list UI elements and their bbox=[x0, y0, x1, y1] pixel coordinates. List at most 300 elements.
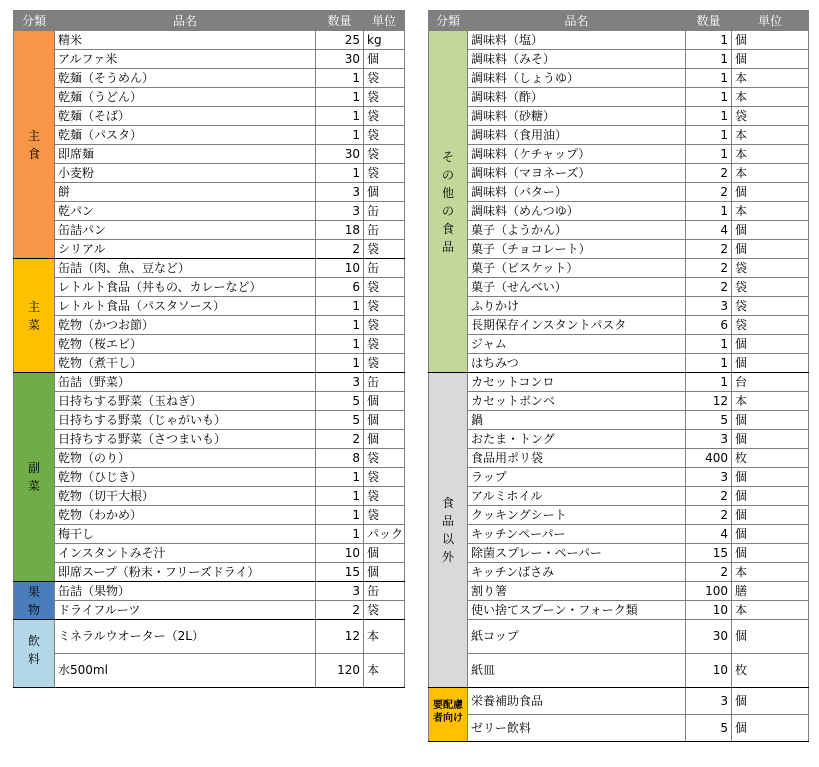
item-name: 乾物（わかめ） bbox=[55, 506, 316, 525]
category-cell bbox=[429, 373, 468, 688]
table-row bbox=[14, 278, 405, 297]
item-unit: 缶 bbox=[364, 582, 405, 601]
item-unit: 個 bbox=[364, 544, 405, 563]
item-unit: 個 bbox=[732, 50, 809, 69]
table-row bbox=[429, 259, 809, 278]
table-row bbox=[429, 278, 809, 297]
item-unit: 個 bbox=[732, 221, 809, 240]
table-row bbox=[429, 50, 809, 69]
header-qty: 数量 bbox=[316, 11, 364, 31]
item-qty: 1 bbox=[686, 335, 732, 354]
item-name: 調味料（食用油） bbox=[468, 126, 686, 145]
item-name: カセットボンベ bbox=[468, 392, 686, 411]
header-row bbox=[429, 11, 809, 31]
table-row bbox=[14, 107, 405, 126]
category-label: その他の食品 bbox=[441, 149, 454, 254]
item-unit: 個 bbox=[364, 430, 405, 449]
item-name: 缶詰パン bbox=[55, 221, 316, 240]
item-name: 乾麺（そうめん） bbox=[55, 69, 316, 88]
item-unit: 袋 bbox=[364, 278, 405, 297]
item-qty: 10 bbox=[686, 654, 732, 688]
item-qty: 5 bbox=[686, 411, 732, 430]
item-unit: 本 bbox=[364, 620, 405, 654]
item-qty: 1 bbox=[316, 164, 364, 183]
item-name: 乾麺（そば） bbox=[55, 107, 316, 126]
item-unit: 個 bbox=[732, 354, 809, 373]
category-cell bbox=[14, 373, 55, 582]
item-name: ミネラルウオーター（2L） bbox=[55, 620, 316, 654]
category-cell bbox=[14, 259, 55, 373]
item-unit: 本 bbox=[732, 126, 809, 145]
item-unit: kg bbox=[364, 31, 405, 50]
category-cell bbox=[429, 688, 468, 742]
table-row bbox=[14, 449, 405, 468]
item-name: 調味料（塩） bbox=[468, 31, 686, 50]
item-unit: 本 bbox=[364, 654, 405, 688]
item-unit: 台 bbox=[732, 373, 809, 392]
item-qty: 1 bbox=[686, 50, 732, 69]
table-row bbox=[14, 202, 405, 221]
table-row bbox=[14, 487, 405, 506]
table-row bbox=[429, 297, 809, 316]
header-category: 分類 bbox=[14, 11, 55, 31]
item-name: 菓子（ようかん） bbox=[468, 221, 686, 240]
item-unit: 袋 bbox=[364, 449, 405, 468]
item-name: 菓子（せんべい） bbox=[468, 278, 686, 297]
item-name: ゼリー飲料 bbox=[468, 715, 686, 742]
table-row bbox=[14, 601, 405, 620]
item-qty: 30 bbox=[686, 620, 732, 654]
category-label: 主菜 bbox=[27, 299, 40, 332]
item-qty: 1 bbox=[316, 69, 364, 88]
item-unit: 膳 bbox=[732, 582, 809, 601]
item-qty: 1 bbox=[686, 31, 732, 50]
item-qty: 12 bbox=[686, 392, 732, 411]
header-qty: 数量 bbox=[686, 11, 732, 31]
item-qty: 4 bbox=[686, 221, 732, 240]
header-category: 分類 bbox=[429, 11, 468, 31]
item-name: 日持ちする野菜（さつまいも） bbox=[55, 430, 316, 449]
item-unit: 個 bbox=[732, 544, 809, 563]
table-row bbox=[14, 316, 405, 335]
item-unit: 本 bbox=[732, 601, 809, 620]
item-unit: 本 bbox=[732, 145, 809, 164]
table-row bbox=[429, 316, 809, 335]
item-name: 日持ちする野菜（じゃがいも） bbox=[55, 411, 316, 430]
item-unit: 缶 bbox=[364, 202, 405, 221]
table-row bbox=[14, 31, 405, 50]
item-unit: 個 bbox=[732, 715, 809, 742]
item-unit: 袋 bbox=[732, 297, 809, 316]
item-qty: 1 bbox=[686, 69, 732, 88]
table-row bbox=[429, 654, 809, 688]
table-row bbox=[429, 183, 809, 202]
item-name: 缶詰（肉、魚、豆など） bbox=[55, 259, 316, 278]
table-row bbox=[14, 354, 405, 373]
left-stock-table bbox=[13, 10, 405, 688]
item-name: ふりかけ bbox=[468, 297, 686, 316]
item-name: 乾麺（うどん） bbox=[55, 88, 316, 107]
item-unit: 個 bbox=[732, 688, 809, 715]
item-name: 水500ml bbox=[55, 654, 316, 688]
item-unit: 個 bbox=[732, 620, 809, 654]
item-unit: 本 bbox=[732, 202, 809, 221]
item-name: 割り箸 bbox=[468, 582, 686, 601]
table-row bbox=[429, 373, 809, 392]
item-qty: 3 bbox=[686, 430, 732, 449]
header-unit: 単位 bbox=[732, 11, 809, 31]
item-name: 乾物（のり） bbox=[55, 449, 316, 468]
item-qty: 5 bbox=[686, 715, 732, 742]
item-qty: 100 bbox=[686, 582, 732, 601]
item-name: 缶詰（果物） bbox=[55, 582, 316, 601]
table-row bbox=[14, 506, 405, 525]
item-name: 食品用ポリ袋 bbox=[468, 449, 686, 468]
table-row bbox=[429, 88, 809, 107]
item-qty: 2 bbox=[686, 506, 732, 525]
item-qty: 1 bbox=[686, 373, 732, 392]
item-qty: 1 bbox=[316, 354, 364, 373]
category-label: 副菜 bbox=[27, 461, 40, 493]
item-unit: 袋 bbox=[732, 259, 809, 278]
item-unit: 個 bbox=[732, 468, 809, 487]
item-qty: 3 bbox=[316, 582, 364, 601]
table-row bbox=[429, 449, 809, 468]
item-qty: 1 bbox=[316, 107, 364, 126]
item-name: 調味料（バター） bbox=[468, 183, 686, 202]
table-row bbox=[14, 563, 405, 582]
table-row bbox=[429, 468, 809, 487]
table-row bbox=[429, 202, 809, 221]
item-unit: 袋 bbox=[364, 335, 405, 354]
table-row bbox=[429, 335, 809, 354]
item-name: シリアル bbox=[55, 240, 316, 259]
item-qty: 30 bbox=[316, 145, 364, 164]
item-qty: 2 bbox=[686, 164, 732, 183]
item-name: 乾パン bbox=[55, 202, 316, 221]
item-name: キッチンペーパー bbox=[468, 525, 686, 544]
item-qty: 4 bbox=[686, 525, 732, 544]
table-row bbox=[14, 654, 405, 688]
item-qty: 12 bbox=[316, 620, 364, 654]
item-unit: 缶 bbox=[364, 221, 405, 240]
item-qty: 400 bbox=[686, 449, 732, 468]
item-name: レトルト食品（丼もの、カレーなど） bbox=[55, 278, 316, 297]
table-row bbox=[14, 411, 405, 430]
table-row bbox=[429, 126, 809, 145]
table-row bbox=[429, 525, 809, 544]
table-row bbox=[14, 145, 405, 164]
table-row bbox=[429, 145, 809, 164]
item-unit: 個 bbox=[364, 50, 405, 69]
item-qty: 18 bbox=[316, 221, 364, 240]
table-row bbox=[14, 373, 405, 392]
item-qty: 1 bbox=[686, 202, 732, 221]
item-name: 調味料（めんつゆ） bbox=[468, 202, 686, 221]
table-row bbox=[14, 468, 405, 487]
item-unit: 個 bbox=[732, 430, 809, 449]
table-row bbox=[14, 50, 405, 69]
item-unit: 個 bbox=[732, 183, 809, 202]
item-qty: 3 bbox=[686, 297, 732, 316]
right-stock-table bbox=[428, 10, 809, 742]
category-label: 果物 bbox=[27, 584, 40, 617]
item-qty: 6 bbox=[316, 278, 364, 297]
item-qty: 3 bbox=[316, 202, 364, 221]
category-cell bbox=[14, 31, 55, 259]
item-name: 小麦粉 bbox=[55, 164, 316, 183]
item-name: 即席麺 bbox=[55, 145, 316, 164]
item-qty: 1 bbox=[686, 354, 732, 373]
item-name: 乾物（桜エビ） bbox=[55, 335, 316, 354]
table-row bbox=[14, 259, 405, 278]
item-qty: 1 bbox=[316, 525, 364, 544]
item-unit: 個 bbox=[364, 183, 405, 202]
item-name: ジャム bbox=[468, 335, 686, 354]
item-qty: 3 bbox=[686, 468, 732, 487]
item-unit: 本 bbox=[732, 88, 809, 107]
item-name: 紙皿 bbox=[468, 654, 686, 688]
item-name: 栄養補助食品 bbox=[468, 688, 686, 715]
item-unit: 袋 bbox=[732, 107, 809, 126]
item-name: 餅 bbox=[55, 183, 316, 202]
item-qty: 1 bbox=[316, 335, 364, 354]
item-name: 缶詰（野菜） bbox=[55, 373, 316, 392]
item-name: 調味料（みそ） bbox=[468, 50, 686, 69]
item-name: インスタントみそ汁 bbox=[55, 544, 316, 563]
table-row bbox=[429, 107, 809, 126]
table-row bbox=[429, 582, 809, 601]
item-name: アルファ米 bbox=[55, 50, 316, 69]
table-row bbox=[14, 544, 405, 563]
item-name: 紙コップ bbox=[468, 620, 686, 654]
item-qty: 10 bbox=[316, 544, 364, 563]
table-row bbox=[429, 69, 809, 88]
item-unit: 袋 bbox=[732, 316, 809, 335]
item-name: 調味料（酢） bbox=[468, 88, 686, 107]
item-name: 乾物（かつお節） bbox=[55, 316, 316, 335]
item-unit: 本 bbox=[732, 69, 809, 88]
item-name: 鍋 bbox=[468, 411, 686, 430]
item-qty: 3 bbox=[316, 183, 364, 202]
item-unit: 個 bbox=[732, 31, 809, 50]
item-unit: 袋 bbox=[732, 278, 809, 297]
item-name: 菓子（チョコレート） bbox=[468, 240, 686, 259]
item-unit: 袋 bbox=[364, 88, 405, 107]
table-row bbox=[14, 620, 405, 654]
item-name: 日持ちする野菜（玉ねぎ） bbox=[55, 392, 316, 411]
item-qty: 1 bbox=[316, 468, 364, 487]
header-name: 品名 bbox=[55, 11, 316, 31]
table-row bbox=[429, 430, 809, 449]
item-unit: 袋 bbox=[364, 468, 405, 487]
item-unit: 個 bbox=[364, 563, 405, 582]
item-unit: 袋 bbox=[364, 316, 405, 335]
table-row bbox=[14, 582, 405, 601]
table-row bbox=[14, 164, 405, 183]
item-unit: 個 bbox=[364, 392, 405, 411]
item-unit: 個 bbox=[732, 335, 809, 354]
header-row bbox=[14, 11, 405, 31]
table-row bbox=[429, 715, 809, 742]
item-unit: 枚 bbox=[732, 449, 809, 468]
item-qty: 25 bbox=[316, 31, 364, 50]
category-cell bbox=[14, 582, 55, 620]
item-qty: 5 bbox=[316, 392, 364, 411]
item-qty: 1 bbox=[686, 107, 732, 126]
item-name: はちみつ bbox=[468, 354, 686, 373]
item-qty: 2 bbox=[686, 183, 732, 202]
table-row bbox=[14, 335, 405, 354]
item-name: 使い捨てスプーン・フォーク類 bbox=[468, 601, 686, 620]
table-row bbox=[429, 601, 809, 620]
item-unit: 袋 bbox=[364, 487, 405, 506]
item-name: キッチンばさみ bbox=[468, 563, 686, 582]
category-label: 要配慮者向け bbox=[433, 700, 463, 724]
table-row bbox=[429, 487, 809, 506]
table-row bbox=[14, 183, 405, 202]
item-name: 乾物（ひじき） bbox=[55, 468, 316, 487]
item-qty: 2 bbox=[316, 601, 364, 620]
table-row bbox=[14, 69, 405, 88]
category-label: 食品以外 bbox=[441, 496, 454, 564]
category-label: 飲料 bbox=[27, 633, 40, 666]
item-qty: 10 bbox=[316, 259, 364, 278]
item-name: クッキングシート bbox=[468, 506, 686, 525]
header-name: 品名 bbox=[468, 11, 686, 31]
item-unit: 袋 bbox=[364, 126, 405, 145]
item-unit: 個 bbox=[732, 506, 809, 525]
item-qty: 6 bbox=[686, 316, 732, 335]
table-row bbox=[429, 240, 809, 259]
item-unit: 個 bbox=[732, 411, 809, 430]
category-label: 主食 bbox=[27, 128, 40, 161]
item-name: 調味料（マヨネーズ） bbox=[468, 164, 686, 183]
item-qty: 15 bbox=[316, 563, 364, 582]
item-unit: 缶 bbox=[364, 373, 405, 392]
item-name: 菓子（ビスケット） bbox=[468, 259, 686, 278]
item-qty: 2 bbox=[316, 430, 364, 449]
item-name: カセットコンロ bbox=[468, 373, 686, 392]
item-name: ラップ bbox=[468, 468, 686, 487]
table-row bbox=[429, 620, 809, 654]
table-row bbox=[429, 544, 809, 563]
item-qty: 2 bbox=[686, 563, 732, 582]
table-row bbox=[14, 221, 405, 240]
item-unit: 袋 bbox=[364, 107, 405, 126]
item-name: アルミホイル bbox=[468, 487, 686, 506]
table-row bbox=[429, 506, 809, 525]
item-qty: 2 bbox=[316, 240, 364, 259]
item-name: 乾物（切干大根） bbox=[55, 487, 316, 506]
item-unit: 個 bbox=[732, 525, 809, 544]
item-unit: 缶 bbox=[364, 259, 405, 278]
item-qty: 2 bbox=[686, 240, 732, 259]
category-cell bbox=[429, 31, 468, 373]
item-qty: 1 bbox=[686, 145, 732, 164]
item-qty: 30 bbox=[316, 50, 364, 69]
item-name: 乾麺（パスタ） bbox=[55, 126, 316, 145]
item-unit: 袋 bbox=[364, 354, 405, 373]
table-row bbox=[14, 297, 405, 316]
item-unit: 袋 bbox=[364, 164, 405, 183]
table-row bbox=[14, 88, 405, 107]
table-row bbox=[14, 126, 405, 145]
item-qty: 1 bbox=[686, 126, 732, 145]
item-qty: 5 bbox=[316, 411, 364, 430]
table-row bbox=[429, 354, 809, 373]
item-qty: 1 bbox=[686, 88, 732, 107]
item-qty: 1 bbox=[316, 88, 364, 107]
item-name: 長期保存インスタントパスタ bbox=[468, 316, 686, 335]
item-unit: 個 bbox=[732, 240, 809, 259]
item-qty: 1 bbox=[316, 316, 364, 335]
item-unit: パック bbox=[364, 525, 405, 544]
item-unit: 本 bbox=[732, 563, 809, 582]
table-row bbox=[14, 430, 405, 449]
item-unit: 袋 bbox=[364, 601, 405, 620]
item-qty: 2 bbox=[686, 278, 732, 297]
item-name: 梅干し bbox=[55, 525, 316, 544]
item-unit: 袋 bbox=[364, 69, 405, 88]
item-unit: 本 bbox=[732, 164, 809, 183]
item-qty: 15 bbox=[686, 544, 732, 563]
item-name: 除菌スプレー・ペーパー bbox=[468, 544, 686, 563]
item-unit: 枚 bbox=[732, 654, 809, 688]
item-name: 調味料（ケチャップ） bbox=[468, 145, 686, 164]
item-name: 乾物（煮干し） bbox=[55, 354, 316, 373]
item-qty: 120 bbox=[316, 654, 364, 688]
item-qty: 3 bbox=[686, 688, 732, 715]
item-qty: 1 bbox=[316, 297, 364, 316]
item-name: 調味料（砂糖） bbox=[468, 107, 686, 126]
item-qty: 2 bbox=[686, 259, 732, 278]
item-unit: 本 bbox=[732, 392, 809, 411]
item-name: おたま・トング bbox=[468, 430, 686, 449]
item-unit: 袋 bbox=[364, 297, 405, 316]
item-name: ドライフルーツ bbox=[55, 601, 316, 620]
table-row bbox=[429, 688, 809, 715]
table-row bbox=[429, 411, 809, 430]
item-unit: 個 bbox=[732, 487, 809, 506]
item-unit: 袋 bbox=[364, 145, 405, 164]
table-row bbox=[14, 240, 405, 259]
item-qty: 1 bbox=[316, 126, 364, 145]
item-qty: 10 bbox=[686, 601, 732, 620]
table-row bbox=[14, 392, 405, 411]
item-name: 精米 bbox=[55, 31, 316, 50]
table-row bbox=[429, 31, 809, 50]
item-name: レトルト食品（パスタソース） bbox=[55, 297, 316, 316]
item-qty: 1 bbox=[316, 506, 364, 525]
item-qty: 8 bbox=[316, 449, 364, 468]
item-unit: 袋 bbox=[364, 240, 405, 259]
table-row bbox=[429, 392, 809, 411]
table-row bbox=[429, 221, 809, 240]
item-qty: 3 bbox=[316, 373, 364, 392]
item-unit: 袋 bbox=[364, 506, 405, 525]
table-row bbox=[14, 525, 405, 544]
item-name: 調味料（しょうゆ） bbox=[468, 69, 686, 88]
item-qty: 1 bbox=[316, 487, 364, 506]
item-unit: 個 bbox=[364, 411, 405, 430]
item-name: 即席スープ（粉末・フリーズドライ） bbox=[55, 563, 316, 582]
table-row bbox=[429, 563, 809, 582]
item-qty: 2 bbox=[686, 487, 732, 506]
header-unit: 単位 bbox=[364, 11, 405, 31]
category-cell bbox=[14, 620, 55, 688]
table-row bbox=[429, 164, 809, 183]
